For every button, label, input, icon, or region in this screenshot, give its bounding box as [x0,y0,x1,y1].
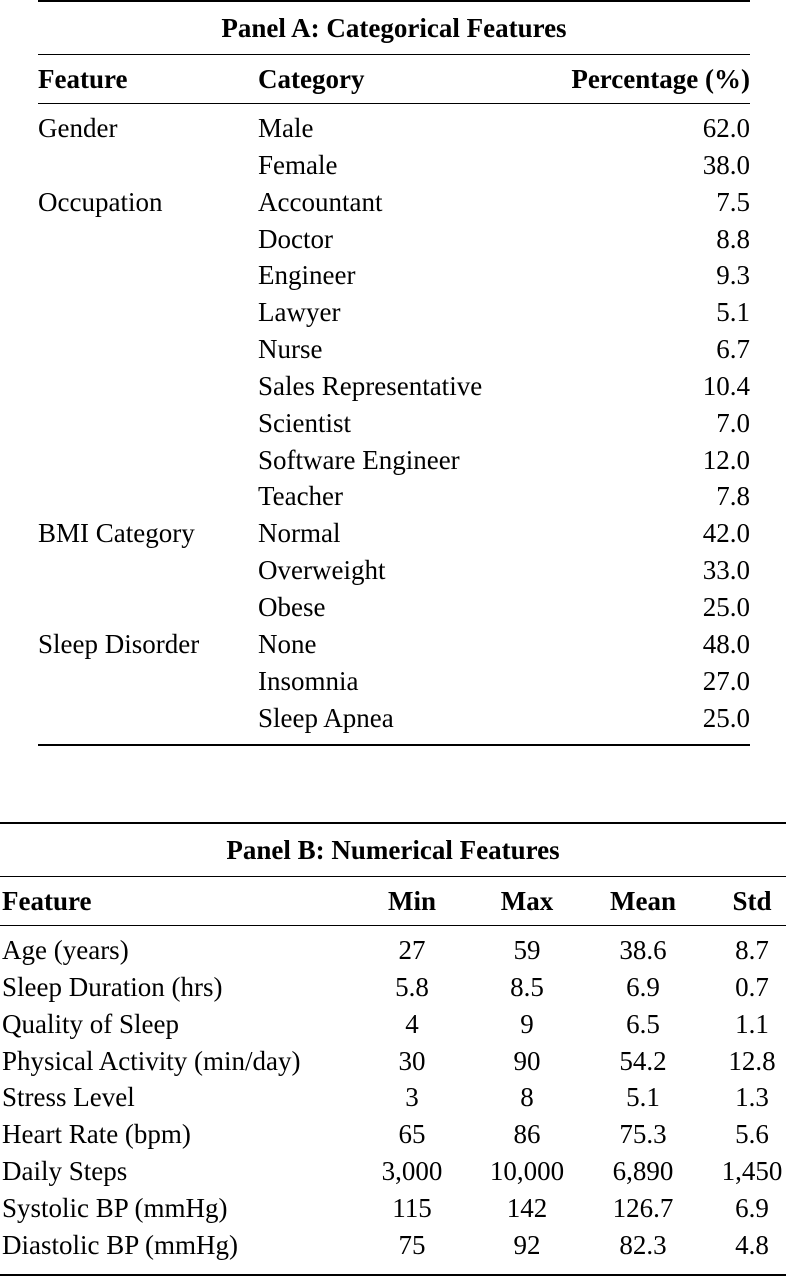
max-cell: 59 [513,935,541,965]
header-percentage: Percentage (%) [571,64,750,94]
max-cell: 142 [506,1192,548,1223]
feature-cell: Sleep Duration (hrs) [2,971,223,1002]
category-cell: Teacher [258,481,344,512]
panel-a-table [38,0,750,746]
feature-cell: Gender [38,113,118,143]
panel-a-header-row [38,55,750,103]
category-cell: Software Engineer [258,444,460,475]
table-row [38,589,750,626]
percentage-cell: 48.0 [702,628,750,659]
feature-cell: Stress Level [2,1082,135,1113]
percentage-cell: 7.5 [716,186,750,217]
table-row [38,442,750,479]
feature-cell: Physical Activity (min/day) [2,1045,301,1076]
min-cell: 27 [398,935,426,965]
table-row [38,184,750,221]
table-row [38,405,750,442]
min-cell: 65 [398,1119,426,1150]
bottom-rule [0,1274,786,1276]
table-row [0,1116,786,1153]
feature-cell: Sleep Disorder [38,628,200,659]
category-cell: Obese [258,591,326,622]
percentage-cell: 6.7 [716,334,750,365]
min-cell: 115 [392,1192,432,1223]
max-cell: 9 [520,1008,534,1039]
percentage-cell: 38.0 [702,149,750,180]
mean-cell: 6.9 [626,971,660,1002]
category-cell: Male [258,113,314,143]
bottom-rule [38,744,750,746]
std-cell: 1.3 [735,1082,769,1113]
table-row [0,1190,786,1227]
mean-cell: 54.2 [619,1045,667,1076]
feature-cell: Systolic BP (mmHg) [2,1192,228,1223]
feature-cell: Diastolic BP (mmHg) [2,1229,238,1260]
percentage-cell: 62.0 [702,113,750,143]
std-cell: 4.8 [735,1229,769,1260]
std-cell: 1.1 [735,1008,769,1039]
percentage-cell: 5.1 [716,297,750,328]
table-row [38,294,750,331]
category-cell: Accountant [258,186,383,217]
table-row [38,552,750,589]
header-std: Std [732,886,772,916]
feature-cell: Heart Rate (bpm) [2,1119,191,1150]
table-row [38,331,750,368]
max-cell: 90 [513,1045,541,1076]
mean-cell: 5.1 [626,1082,660,1113]
panel-b-table [0,822,786,1276]
category-cell: Nurse [258,334,323,365]
table-row [38,147,750,184]
table-row [0,1227,786,1264]
max-cell: 8.5 [510,971,544,1002]
std-cell: 6.9 [735,1192,769,1223]
table-row [38,478,750,515]
std-cell: 0.7 [735,971,769,1002]
percentage-cell: 7.8 [716,481,750,512]
category-cell: Sales Representative [258,370,483,401]
feature-cell: BMI Category [38,518,195,549]
table-row [38,626,750,663]
category-cell: Normal [258,518,341,549]
category-cell: Female [258,149,338,180]
header-category: Category [258,64,365,94]
min-cell: 3 [405,1082,419,1113]
category-cell: Sleep Apnea [258,702,394,733]
max-cell: 10,000 [489,1156,565,1187]
panel-b-body [0,926,786,1274]
std-cell: 8.7 [735,935,769,965]
table-row [38,368,750,405]
panel-b-header-row [0,877,786,925]
category-cell: Lawyer [258,297,341,328]
min-cell: 75 [398,1229,426,1260]
category-cell: Insomnia [258,665,359,696]
percentage-cell: 27.0 [702,665,750,696]
table-row [38,257,750,294]
mean-cell: 6.5 [626,1008,660,1039]
std-cell: 1,450 [721,1156,783,1187]
percentage-cell: 7.0 [716,407,750,438]
table-row [0,1153,786,1190]
table-row [0,1079,786,1116]
min-cell: 5.8 [395,971,429,1002]
table-row [38,110,750,147]
category-cell: Doctor [258,223,333,254]
percentage-cell: 9.3 [716,260,750,291]
feature-cell: Occupation [38,186,163,217]
table-row [38,221,750,258]
category-cell: Overweight [258,555,386,586]
percentage-cell: 42.0 [702,518,750,549]
percentage-cell: 25.0 [702,702,750,733]
table-row [0,1043,786,1080]
mean-cell: 6,890 [612,1156,674,1187]
panel-b-title: Panel B: Numerical Features [226,835,560,865]
std-cell: 5.6 [735,1119,769,1150]
header-min: Min [387,886,437,916]
header-feature: Feature [38,64,128,94]
table-row [0,1006,786,1043]
panel-a-title: Panel A: Categorical Features [221,13,567,43]
max-cell: 92 [513,1229,541,1260]
percentage-cell: 25.0 [702,591,750,622]
mean-cell: 126.7 [612,1192,674,1223]
min-cell: 3,000 [381,1156,443,1187]
percentage-cell: 8.8 [716,223,750,254]
max-cell: 86 [513,1119,541,1150]
table-row [38,515,750,552]
category-cell: Engineer [258,260,356,291]
header-feature: Feature [2,886,92,916]
feature-cell: Quality of Sleep [2,1008,179,1039]
mean-cell: 75.3 [619,1119,667,1150]
min-cell: 4 [405,1008,419,1039]
table-row [38,663,750,700]
mean-cell: 82.3 [619,1229,667,1260]
min-cell: 30 [398,1045,426,1076]
feature-cell: Age (years) [2,935,129,965]
header-max: Max [500,886,554,916]
mean-cell: 38.6 [619,935,667,965]
percentage-cell: 10.4 [702,370,750,401]
table-row [0,932,786,969]
percentage-cell: 12.0 [702,444,750,475]
table-row [0,969,786,1006]
header-mean: Mean [610,886,676,916]
feature-cell: Daily Steps [2,1156,128,1187]
panel-a-body [38,104,750,744]
std-cell: 12.8 [728,1045,776,1076]
category-cell: None [258,628,317,659]
table-row [38,700,750,737]
max-cell: 8 [520,1082,534,1113]
category-cell: Scientist [258,407,351,438]
percentage-cell: 33.0 [702,555,750,586]
